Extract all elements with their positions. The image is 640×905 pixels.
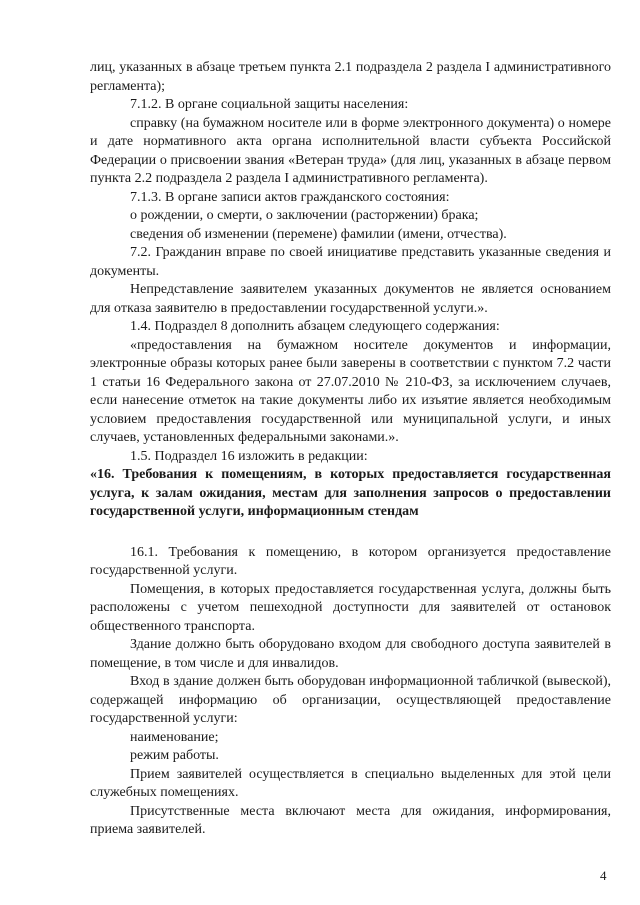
paragraphs-before-heading bbox=[90, 59, 611, 466]
paragraph: лиц, указанных в абзаце третьем пункта 2.1 подраздела 2 раздела I административного регламента); bbox=[90, 60, 611, 94]
paragraph: Прием заявителей осуществляется в специально выделенных для этой цели служебных помещениях. bbox=[90, 766, 611, 800]
heading-spacer bbox=[90, 522, 611, 544]
page-number: 4 bbox=[600, 868, 607, 883]
document-body bbox=[90, 59, 611, 840]
paragraphs-after-heading bbox=[90, 544, 611, 840]
paragraph: Присутственные места включают места для ожидания, информирования, приема заявителей. bbox=[90, 803, 611, 837]
paragraph: Вход в здание должен быть оборудован информационной табличкой (вывеской), содержащей информацию об организации, осуществляющей предоставление государственной услуги: bbox=[90, 674, 611, 726]
paragraph: о рождении, о смерти, о заключении (расторжении) брака; bbox=[130, 208, 479, 223]
section-heading: «16. Требования к помещениям, в которых предоставляется государственная услуга, к залам ожидания, местам для заполнения запросов о предоставлении государственной услуги, информационным стендам bbox=[90, 467, 611, 519]
paragraph: режим работы. bbox=[130, 748, 219, 763]
paragraph: «предоставления на бумажном носителе документов и информации, электронные образы которых ранее были заверены в соответствии с пунктом 7.2 части 1 статьи 16 Федерального закона от 27.07.2010 № 210-ФЗ, за исключением случаев, если нанесение отметок на такие документы либо их изъятие является необходимым условием предоставления государственной или муниципальной услуги, и иных случаев, установленных федеральными законами.». bbox=[90, 337, 611, 445]
paragraph: Помещения, в которых предоставляется государственная услуга, должны быть расположены с учетом пешеходной доступности для заявителей от остановок общественного транспорта. bbox=[90, 581, 611, 634]
paragraph: 1.4. Подраздел 8 дополнить абзацем следующего содержания: bbox=[130, 319, 500, 334]
paragraph: справку (на бумажном носителе или в форме электронного документа) о номере и дате нормативного акта органа исполнительной власти субъекта Российской Федерации о присвоении звания «Ветеран труда» (для лиц, указанных в абзаце первом пункта 2.2 подраздела 2 раздела I административного регламента). bbox=[90, 115, 611, 186]
paragraph: 7.2. Гражданин вправе по своей инициативе представить указанные сведения и документы. bbox=[90, 245, 611, 279]
paragraph: Здание должно быть оборудовано входом для свободного доступа заявителей в помещение, в том числе и для инвалидов. bbox=[90, 637, 611, 671]
paragraph: 16.1. Требования к помещению, в котором организуется предоставление государственной услуги. bbox=[90, 544, 611, 578]
paragraph: Непредставление заявителем указанных документов не является основанием для отказа заявителю в предоставлении государственной услуги.». bbox=[90, 282, 611, 316]
paragraph: 1.5. Подраздел 16 изложить в редакции: bbox=[130, 448, 368, 464]
paragraph: сведения об изменении (перемене) фамилии (имени, отчества). bbox=[130, 226, 507, 242]
paragraph: 7.1.2. В органе социальной защиты населения: bbox=[130, 97, 409, 112]
paragraph: 7.1.3. В органе записи актов гражданского состояния: bbox=[130, 189, 450, 205]
paragraph: наименование; bbox=[130, 729, 219, 745]
